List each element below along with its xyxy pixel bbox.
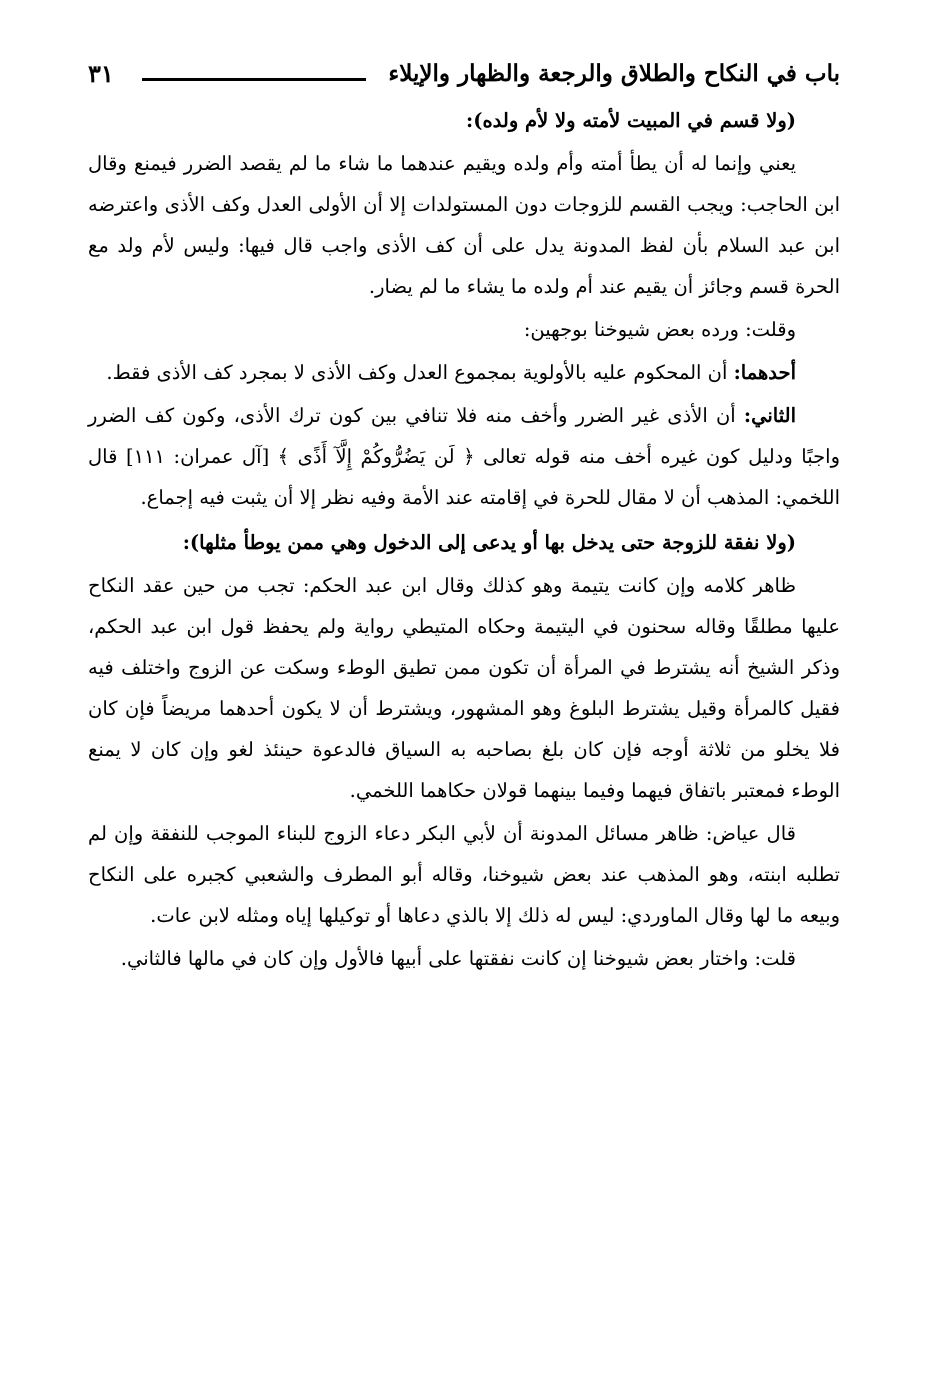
paragraph bbox=[88, 395, 840, 518]
section-heading: (ولا قسم في المبيت لأمته ولا لأم ولده): bbox=[466, 109, 796, 132]
paragraph bbox=[88, 565, 840, 811]
running-header bbox=[88, 52, 840, 94]
paragraph-text: يعني وإنما له أن يطأ أمته وأم ولده ويقيم عندهما ما شاء ما لم يقصد الضرر فيمنع وقال ابن الحاجب: ويجب القسم للزوجات دون المستولدات إلا أن الأولى العدل وكف الأذى واعترضه ابن عبد السلام بأن لفظ المدونة يدل على أن كف الأذى واجب قال فيها: وليس لأم ولد مع الحرة قسم وجائز أن يقيم عند أم ولده ما يشاء ما لم يضار. bbox=[88, 152, 840, 298]
paragraph bbox=[88, 309, 840, 350]
paragraph-text: ظاهر كلامه وإن كانت يتيمة وهو كذلك وقال ابن عبد الحكم: تجب من حين عقد النكاح عليها مطلقًا وقاله سحنون في اليتيمة وحكاه المتيطي رواية ولم يحفظ قول ابن عبد الحكم، وذكر الشيخ أنه يشترط في المرأة أن تكون ممن تطيق الوطء وسكت عن الزوج واختلف فيه فقيل كالمرأة وقيل يشترط البلوغ وهو المشهور، ويشترط أن لا يكون أحدهما مريضاً فإن كان فلا يخلو من ثلاثة أوجه فإن كان بلغ بصاحبه به السياق فالدعوة حينئذ لغو وإن كان لا يمنع الوطء فمعتبر باتفاق فيهما وفيما بينهما قولان حكاهما اللخمي. bbox=[88, 574, 840, 802]
paragraph bbox=[88, 352, 840, 393]
header-divider bbox=[142, 78, 367, 81]
paragraph-text: أن المحكوم عليه بالأولوية بمجموع العدل وكف الأذى لا بمجرد كف الأذى فقط. bbox=[106, 361, 734, 384]
paragraph bbox=[88, 938, 840, 979]
paragraph-text: وقلت: ورده بعض شيوخنا بوجهين: bbox=[523, 318, 796, 341]
page-number: ٣١ bbox=[88, 58, 114, 88]
paragraph-text: قلت: واختار بعض شيوخنا إن كانت نفقتها على أبيها فالأول وإن كان في مالها فالثاني. bbox=[120, 947, 796, 970]
paragraph-text: أن الأذى غير الضرر وأخف منه فلا تنافي بين كون ترك الأذى، وكون كف الضرر واجبًا ودليل كون غيره أخف منه قوله تعالى ﴿ لَن يَضُرُّوكُمْ إِلَّآ أَذًى ﴾ [آل عمران: ١١١] قال اللخمي: المذهب أن لا مقال للحرة في إقامته عند الأمة وفيه نظر إلا أن يثبت فيه إجماع. bbox=[88, 404, 840, 509]
paragraph-lead: الثاني: bbox=[743, 404, 796, 427]
paragraph-lead: أحدهما: bbox=[733, 361, 796, 384]
book-page bbox=[88, 52, 840, 981]
paragraph bbox=[88, 143, 840, 307]
paragraph-text: قال عياض: ظاهر مسائل المدونة أن لأبي البكر دعاء الزوج للبناء الموجب للنفقة وإن لم تطلبه ابنته، وهو المذهب عند بعض شيوخنا، وقاله أبو المطرف والشعبي كجبره على النكاح وبيعه ما لها وقال الماوردي: ليس له ذلك إلا بالذي دعاها أو توكيلها إياه ومثله لابن عات. bbox=[88, 822, 840, 927]
paragraph bbox=[88, 813, 840, 936]
chapter-title: باب في النكاح والطلاق والرجعة والظهار والإيلاء bbox=[388, 59, 840, 87]
section-heading: (ولا نفقة للزوجة حتى يدخل بها أو يدعى إلى الدخول وهي ممن يوطأ مثلها): bbox=[182, 531, 796, 554]
